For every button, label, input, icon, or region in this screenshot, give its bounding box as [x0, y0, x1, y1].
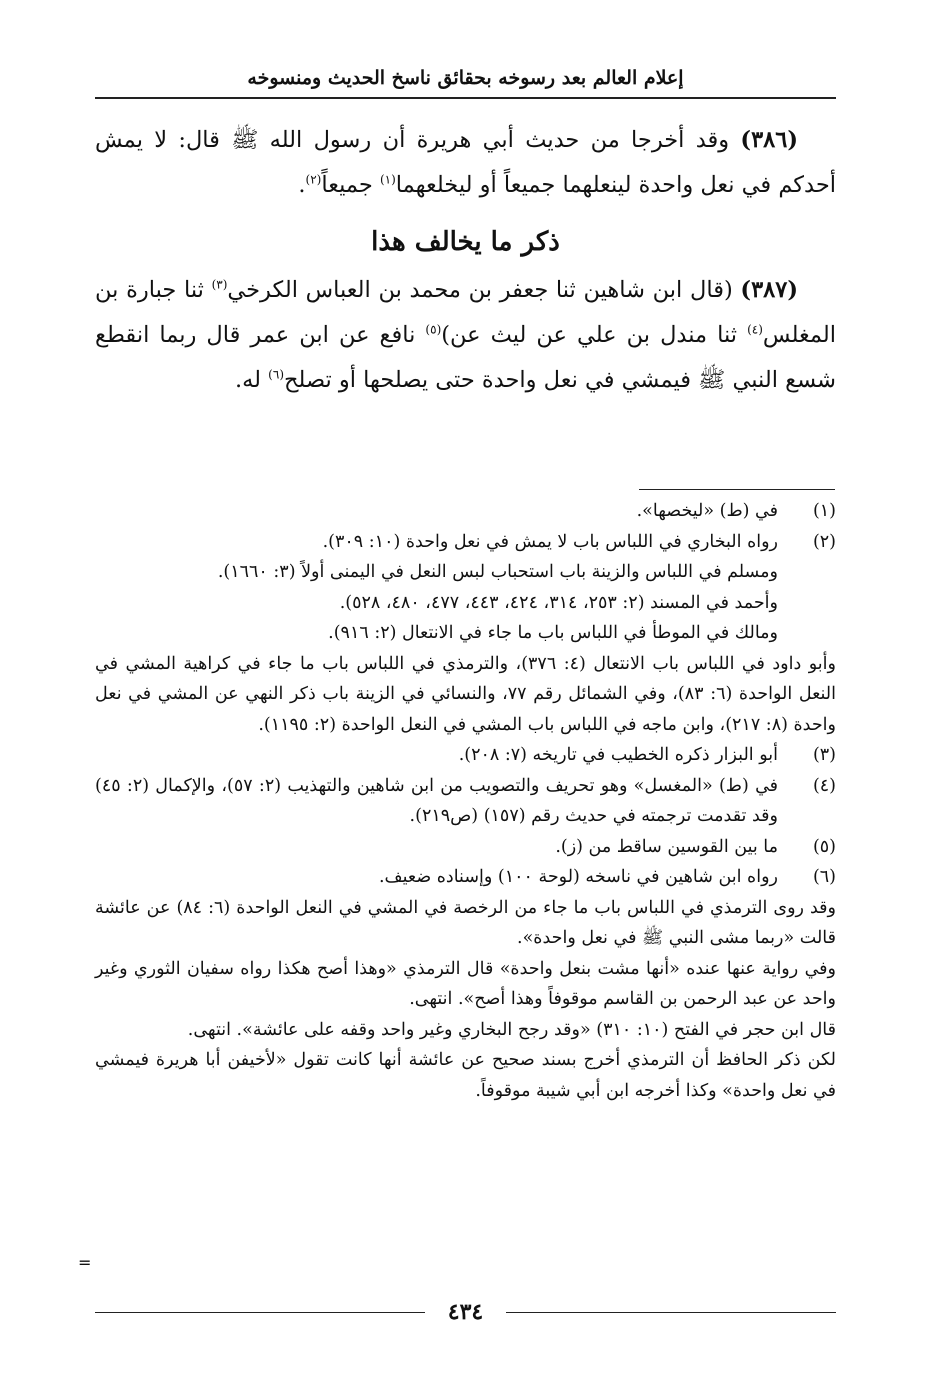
footnote-3	[95, 740, 836, 771]
footnote-5	[95, 832, 836, 863]
hadith-number: (٣٨٦)	[740, 127, 798, 153]
footnote-continuation: وأبو داود في اللباس باب الانتعال (٤: ٣٧٦)، والترمذي في اللباس باب ما جاء في كراهية المشي في النعل الواحدة (٦: ٨٣)، وفي الشمائل رقم ٧٧، والنسائي في الزينة باب ذكر النهي عن المشي في نعل واحدة (٨: ٢١٧)، وابن ماجه في اللباس باب المشي في النعل الواحدة (٢: ١١٩٥).	[95, 653, 836, 735]
hadith-text: (قال ابن شاهين ثنا جعفر بن محمد بن العباس الكرخي	[227, 277, 741, 303]
footnote-1	[95, 496, 836, 527]
continuation-mark: =	[78, 1253, 92, 1272]
hadith-386	[95, 118, 836, 208]
footnote-2	[95, 527, 836, 649]
hadith-text: ثنا مندل بن علي عن ليث عن)	[441, 322, 748, 348]
running-header: إعلام العالم بعد رسوخه بحقائق ناسخ الحديث ومنسوخه	[247, 67, 684, 89]
footnote-text: في (ط) «ليخصها».	[636, 501, 778, 521]
footnote-ref: (٤)	[747, 322, 763, 337]
hadith-text: نافع عن ابن عمر قال ربما انقطع شسع النبي ﷺ فيمشي في نعل واحدة حتى يصلحها أو تصلح	[95, 322, 836, 393]
hadith-text: ثنا جبارة بن المغلس	[95, 277, 836, 348]
footnote-separator	[639, 489, 835, 490]
footnote-ref: (٦)	[268, 367, 284, 382]
footnote-number: (٦)	[812, 867, 836, 887]
footnote-text: وأحمد في المسند (٢: ٢٥٣، ٣١٤، ٤٢٤، ٤٤٣، ٤٧٧، ٤٨٠، ٥٢٨).	[339, 592, 778, 613]
main-text	[95, 118, 836, 403]
footnotes	[95, 496, 836, 1106]
hadith-text: له.	[234, 367, 269, 393]
footnote-text: ومالك في الموطأ في اللباس باب ما جاء في الانتعال (٢: ٩١٦).	[328, 623, 778, 643]
footnote-ref: (٥)	[425, 322, 442, 337]
footnote-number: (٤)	[812, 775, 836, 796]
footnote-4	[95, 771, 836, 832]
footnote-continuation: قال ابن حجر في الفتح (١٠: ٣١٠) «وقد رجح البخاري وغير واحد وقفه على عائشة». انتهى.	[187, 1019, 836, 1040]
footnote-ref: (٢)	[305, 172, 322, 187]
page-footer	[95, 1292, 836, 1332]
footnote-continuation: وفي رواية عنها عنده «أنها مشت بنعل واحدة» قال الترمذي «وهذا أصح هكذا رواه سفيان الثوري وغير واحد عن عبد الرحمن بن القاسم موقوفاً وهذا أصح». انتهى.	[95, 958, 836, 1009]
footnote-number: (٥)	[812, 836, 836, 857]
footnote-ref: (١)	[379, 172, 396, 187]
hadith-number: (٣٨٧)	[740, 277, 798, 303]
footnote-text: في (ط) «المغسل» وهو تحريف والتصويب من ابن شاهين والتهذيب (٢: ٥٧)، والإكمال (٢: ٤٥) وقد تقدمت ترجمته في حديث رقم (١٥٧) (ص٢١٩).	[95, 775, 779, 826]
footnote-text: أبو البزار ذكره الخطيب في تاريخه (٧: ٢٠٨).	[458, 745, 778, 765]
footnote-number: (١)	[812, 501, 836, 521]
page-number: ٤٣٤	[447, 1299, 484, 1325]
footnote-number: (٣)	[812, 745, 836, 765]
footnote-text: ومسلم في اللباس والزينة باب استحباب لبس النعل في اليمنى أولاً (٣: ١٦٦٠).	[217, 562, 778, 582]
footnote-6	[95, 862, 836, 893]
footnote-continuation: وقد روى الترمذي في اللباس باب ما جاء من الرخصة في المشي في النعل الواحدة (٦: ٨٤) عن عائشة قالت «ربما مشى النبي ﷺ في نعل واحدة».	[95, 897, 836, 948]
header-rule	[95, 97, 836, 99]
hadith-text: جميعاً	[321, 172, 380, 198]
footnote-text: رواه ابن شاهين في ناسخه (لوحة ١٠٠) وإسناده ضعيف.	[378, 867, 778, 887]
footnote-text: ما بين القوسين ساقط من (ز).	[555, 836, 778, 857]
hadith-387	[95, 268, 836, 403]
footnote-number: (٢)	[812, 531, 836, 552]
footnote-continuation: لكن ذكر الحافظ أن الترمذي أخرج بسند صحيح عن عائشة أنها كانت تقول «لأخيفن أبا هريرة فيمشي في نعل واحدة» وكذا أخرجه ابن أبي شيبة موقوفاً.	[95, 1050, 836, 1101]
hadith-text: وقد أخرجا من حديث أبي هريرة أن رسول الله ﷺ قال: لا يمش أحدكم في نعل واحدة لينعلهما جميعاً أو ليخلعهما	[95, 127, 836, 198]
section-title: ذكر ما يخالف هذا	[371, 227, 560, 257]
footnote-text: رواه البخاري في اللباس باب لا يمش في نعل واحدة (١٠: ٣٠٩).	[322, 531, 778, 552]
hadith-text: .	[298, 172, 306, 198]
footnote-ref: (٣)	[211, 277, 228, 292]
